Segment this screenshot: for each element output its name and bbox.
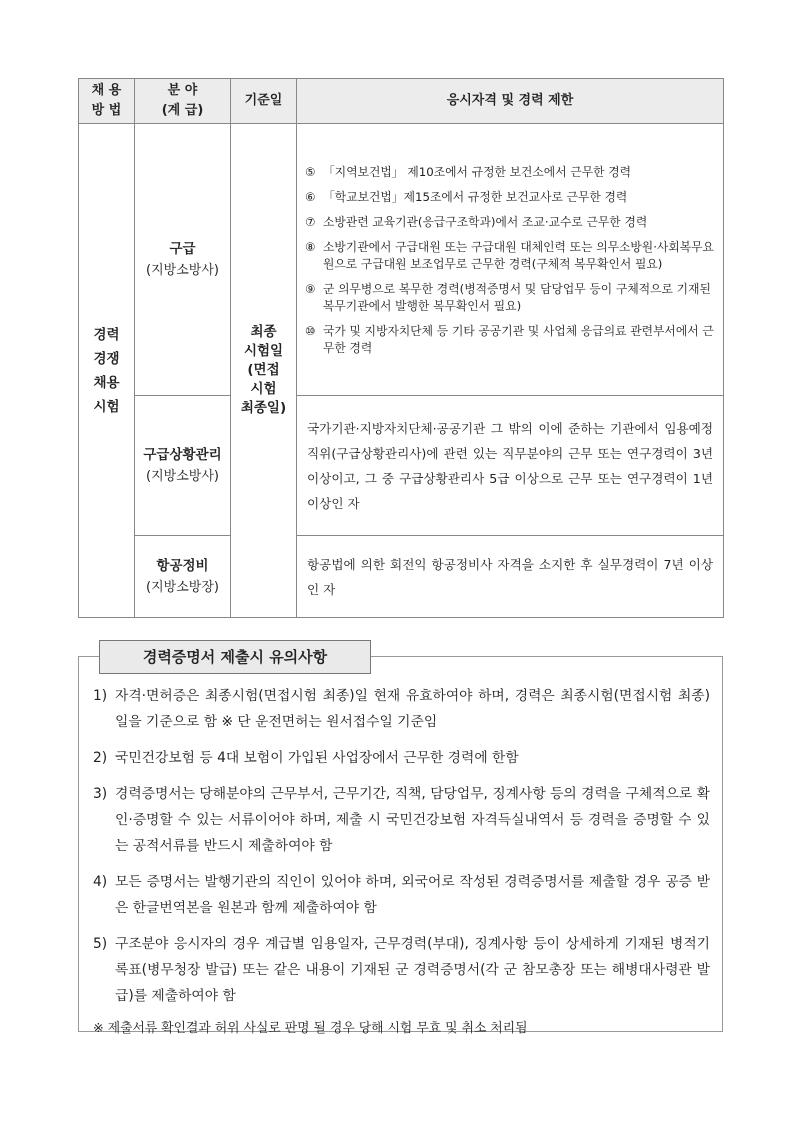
table-row: [79, 124, 724, 396]
header-date: 기준일: [231, 79, 297, 124]
field-name: 구급상황관리: [143, 446, 222, 463]
date-line: 최종일): [240, 400, 287, 416]
field-rank: (지방소방장): [146, 579, 219, 595]
item-text: 「학교보건법」제15조에서 규정한 보건교사로 근무한 경력: [323, 190, 628, 204]
notice-item-number: 1): [93, 688, 108, 704]
method-line: 시험: [93, 398, 120, 415]
date-line: 최종: [250, 324, 277, 340]
field-rank: (지방소방사): [146, 262, 219, 278]
notice-box: [78, 648, 723, 1036]
qualification-text: 항공법에 의한 회전익 항공정비사 자격을 소지한 후 실무경력이 7년 이상인 자: [307, 556, 713, 597]
header-method-line2: 방 법: [91, 103, 122, 118]
header-method-line1: 채 용: [91, 83, 122, 98]
notice-title: 경력증명서 제출시 유의사항: [99, 640, 371, 674]
item-text: 「지역보건법」 제10조에서 규정한 보건소에서 근무한 경력: [323, 165, 632, 179]
list-item: [305, 239, 715, 273]
notice-item-text: 자격·면허증은 최종시험(면접시험 최종)일 현재 유효하여야 하며, 경력은 최종시험(면접시험 최종)일을 기준으로 함 ※ 단 운전면허는 원서접수일 기준임: [115, 688, 710, 730]
qualification-text: 국가기관·지방자치단체·공공기관 그 밖의 이에 준하는 기관에서 임용예정직위(구급상황관리사)에 관련 있는 직무분야의 근무 또는 연구경력이 3년 이상이고, 그 중 구급상황관리사 5급 이상으로 근무 또는 연구경력이 1년 이상인 자: [307, 420, 713, 511]
header-field-line1: 분 야: [167, 83, 198, 98]
header-field-line2: (계 급): [161, 103, 204, 118]
method-cell: [79, 124, 135, 618]
notice-item-text: 모든 증명서는 발행기관의 직인이 있어야 하며, 외국어로 작성된 경력증명서를 제출할 경우 공증 받은 한글번역본을 원본과 함께 제출하여야 함: [115, 874, 710, 916]
list-item: [93, 931, 710, 1009]
notice-footnote: ※ 제출서류 확인결과 허위 사실로 판명 될 경우 당해 시험 무효 및 취소 처리됨: [93, 1021, 528, 1036]
table-row: [79, 396, 724, 536]
qualification-cell-emergency: [297, 124, 724, 396]
item-number: ⑨: [305, 282, 316, 296]
field-rank: (지방소방사): [146, 468, 219, 484]
header-method: [79, 79, 135, 124]
item-text: 군 의무병으로 복무한 경력(병적증명서 및 담당업무 등이 구체적으로 기재된 복무기관에서 발행한 복무확인서 필요): [323, 282, 711, 313]
list-item: [93, 745, 710, 771]
list-item: [93, 781, 710, 859]
qualification-table: [78, 78, 724, 618]
date-line: 시험일: [243, 343, 284, 359]
method-line: 채용: [93, 374, 120, 391]
item-text: 소방기관에서 구급대원 또는 구급대원 대체인력 또는 의무소방원·사회복무요원으로 구급대원 보조업무로 근무한 경력(구체적 복무확인서 필요): [323, 240, 714, 271]
item-number: ⑥: [305, 190, 316, 204]
list-item: [305, 164, 715, 181]
list-item: [305, 189, 715, 206]
field-cell-dispatch: [135, 396, 231, 536]
list-item: [305, 214, 715, 231]
header-field: [135, 79, 231, 124]
table-row: [79, 536, 724, 618]
item-text: 소방관련 교육기관(응급구조학과)에서 조교·교수로 근무한 경력: [323, 215, 648, 229]
notice-item-number: 5): [93, 936, 108, 952]
notice-item-text: 경력증명서는 당해분야의 근무부서, 근무기간, 직책, 담당업무, 징계사항 등의 경력을 구체적으로 확인·증명할 수 있는 서류이어야 하며, 제출 시 국민건강보험 자격득실내역서 등 경력을 증명할 수 있는 공적서류를 반드시 제출하여야 함: [115, 786, 710, 854]
field-name: 항공정비: [156, 557, 209, 574]
item-number: ⑦: [305, 215, 316, 229]
field-name: 구급: [169, 240, 196, 257]
header-qualification: 응시자격 및 경력 제한: [297, 79, 724, 124]
date-line: 시험: [250, 381, 277, 397]
item-text: 국가 및 지방자치단체 등 기타 공공기관 및 사업체 응급의료 관련부서에서 근무한 경력: [323, 324, 714, 355]
list-item: [93, 683, 710, 735]
qualification-cell-aviation: [297, 536, 724, 618]
field-cell-emergency: [135, 124, 231, 396]
method-line: 경력: [93, 326, 120, 343]
notice-item-number: 4): [93, 874, 108, 890]
qualification-cell-dispatch: [297, 396, 724, 536]
item-number: ⑤: [305, 165, 316, 179]
qualification-list: [297, 152, 723, 367]
field-cell-aviation: [135, 536, 231, 618]
notice-item-number: 2): [93, 750, 108, 766]
date-cell: [231, 124, 297, 618]
method-line: 경쟁: [93, 350, 120, 367]
list-item: [93, 869, 710, 921]
date-line: (면접: [247, 362, 280, 378]
notice-item-text: 구조분야 응시자의 경우 계급별 임용일자, 근무경력(부대), 징계사항 등이 상세하게 기재된 병적기록표(병무청장 발급) 또는 같은 내용이 기재된 군 경력증명서(각 군 참모총장 또는 해병대사령관 발급)를 제출하여야 함: [115, 936, 710, 1004]
item-number: ⑩: [305, 324, 316, 338]
list-item: [305, 281, 715, 315]
table-header-row: [79, 79, 724, 124]
item-number: ⑧: [305, 240, 316, 254]
notice-item-number: 3): [93, 786, 108, 802]
notice-item-text: 국민건강보험 등 4대 보험이 가입된 사업장에서 근무한 경력에 한함: [115, 750, 519, 766]
list-item: [305, 323, 715, 357]
notice-body: [93, 683, 710, 1041]
